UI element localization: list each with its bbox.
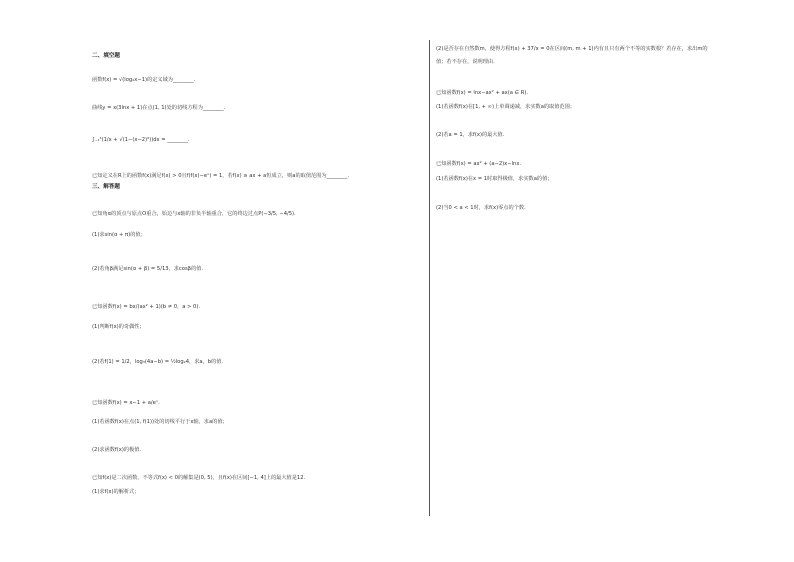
section-fill-blank-title: 二、填空题 [92,53,120,59]
question-1: 函数f(x) = √(log₂x−1)的定义域为________. [92,77,196,83]
question-8-part-2-continued: 值；若不存在，说明理由. [436,59,495,65]
question-10-part-1: (1)若函数f(x)在x = 1时取得极值，求实数a的值； [436,176,553,182]
question-10-intro: 已知函数f(x) = ax² + (a−2)x−lnx. [436,161,522,167]
question-5-intro: 已知角α的顶点与原点O重合，始边与x轴的非负半轴重合，它的终边过点P(−3/5, −4/5). [92,211,296,217]
question-5-part-2: (2)若角β满足sin(α + β) = 5/13，求cosβ的值. [92,266,203,272]
question-6-intro: 已知函数f(x) = bx/(ax² + 1)(b ≠ 0，a > 0). [92,304,201,310]
question-8-part-2: (2)是否存在自然数m，使得方程f(x) + 37/x = 0在区间(m, m + 1)内有且只有两个不等的实数根？若存在，求出m的 [436,46,708,52]
question-8-intro: 已知f(x)是二次函数，不等式f(x) < 0的解集是(0, 5)，且f(x)在区间[−1, 4]上的最大值是12. [92,475,306,481]
column-divider [429,40,430,516]
question-7-part-1: (1)若函数f(x)在点(1, f(1))处的切线平行于x轴，求a的值； [92,419,228,425]
question-2: 曲线y = x(3lnx + 1)在点(1, 1)处的切线方程为________. [92,105,226,111]
question-5-part-1: (1)求sin(α + π)的值； [92,232,146,238]
question-6-part-1: (1)判断f(x)的奇偶性； [92,324,145,330]
question-9-part-1: (1)若函数f(x)在[1, + ∞)上单调递减，求实数a的取值范围； [436,104,575,110]
question-9-part-2: (2)若a = 1，求f(x)的最大值. [436,132,505,138]
question-6-part-2: (2)若f(1) = 1/2，log₃(4a−b) = ½log₂4，求a，b的值. [92,359,224,365]
question-9-intro: 已知函数f(x) = lnx−ax² + ax(a ∈ R). [436,90,529,96]
question-4: 已知定义在R上的函数f(x)满足f(x) > 0且f(f(x)−eˣ) = 1，若f(x) ≥ ax + a恒成立，则a的取值范围为________. [92,173,349,179]
question-3: ∫₋₁¹(1/x + √(1−(x−2)²))dx = ________. [92,137,190,143]
question-7-part-2: (2)求函数f(x)的极值. [92,447,142,453]
section-answer-title: 三、解答题 [92,184,120,190]
question-7-intro: 已知函数f(x) = x−1 + a/eˣ. [92,400,160,406]
question-10-part-2: (2)当0 < a < 1时，求f(x)零点的个数. [436,205,526,211]
question-8-part-1: (1)求f(x)的解析式； [92,489,140,495]
